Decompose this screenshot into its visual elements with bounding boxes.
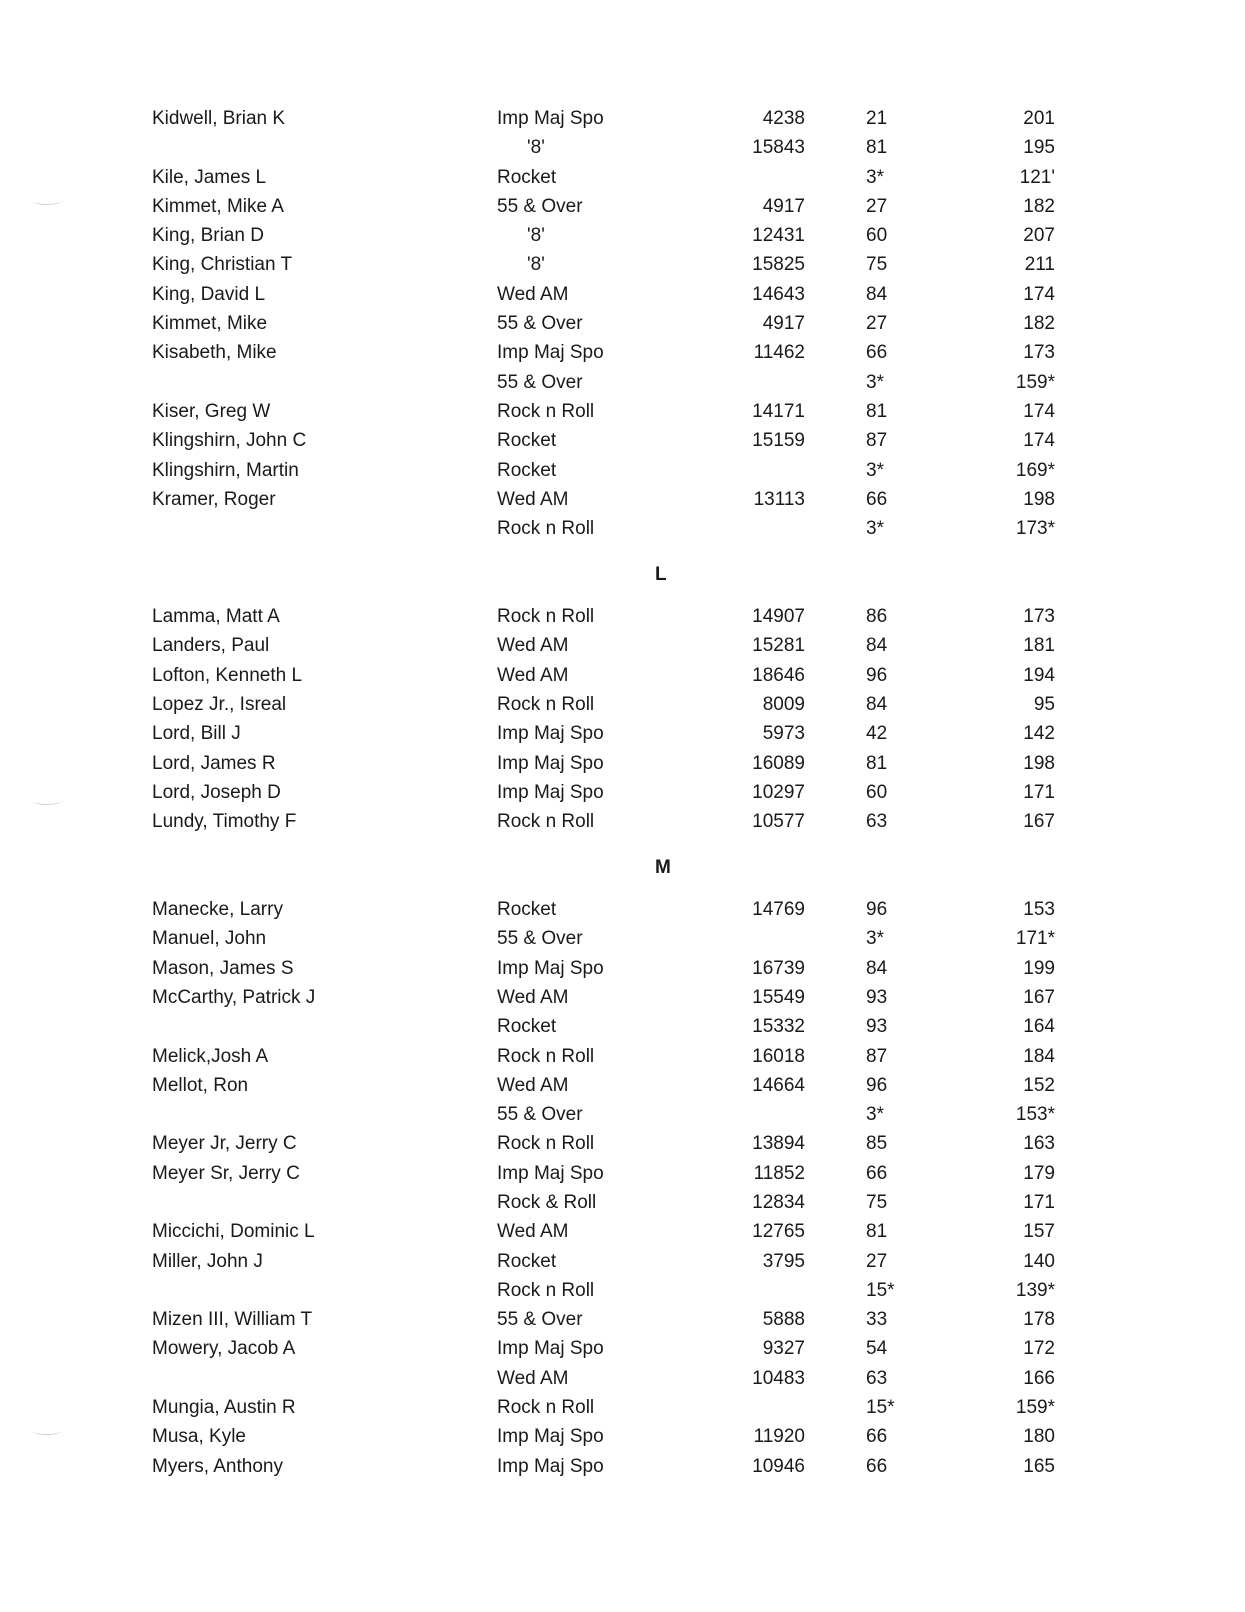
average-score: 167: [1023, 986, 1055, 1008]
bowler-name: McCarthy, Patrick J: [152, 986, 316, 1008]
league-name: Wed AM: [497, 635, 569, 657]
table-row: [0, 250, 1245, 279]
games-count: 75: [866, 254, 888, 276]
bowler-number: 16089: [752, 752, 805, 774]
league-name: '8': [527, 254, 545, 276]
table-row: [0, 895, 1245, 924]
bowler-name: Kidwell, Brian K: [152, 108, 286, 129]
bowler-name: Lofton, Kenneth L: [152, 664, 303, 686]
bowler-name: Melick,Josh A: [152, 1045, 269, 1067]
average-score: 142: [1023, 723, 1055, 745]
average-score: 179: [1023, 1162, 1055, 1184]
games-count: 63: [866, 811, 888, 833]
league-name: '8': [527, 137, 545, 159]
games-count: 27: [866, 1250, 888, 1272]
league-name: Wed AM: [497, 488, 569, 510]
games-count: 66: [866, 1162, 888, 1184]
games-count: 96: [866, 664, 888, 686]
games-count: 27: [866, 313, 888, 335]
bowler-number: 15843: [752, 137, 805, 159]
average-score: 174: [1023, 430, 1055, 452]
bowler-name: Lord, Joseph D: [152, 781, 281, 803]
bowler-name: Lundy, Timothy F: [152, 811, 297, 833]
bowler-number: 4917: [762, 313, 805, 335]
average-score: 164: [1023, 1016, 1055, 1038]
bowler-name: Meyer Jr, Jerry C: [152, 1133, 297, 1155]
bowler-name: Mason, James S: [152, 957, 294, 979]
bowler-name: Mowery, Jacob A: [152, 1338, 296, 1360]
table-row: [0, 1364, 1245, 1393]
average-score: 169*: [1015, 459, 1055, 481]
bowler-name: Kimmet, Mike: [152, 313, 268, 335]
league-name: Rock n Roll: [497, 518, 595, 540]
league-name: Rock n Roll: [497, 693, 595, 715]
table-row: [0, 690, 1245, 719]
bowler-number: 10946: [752, 1455, 805, 1477]
section-letter-heading: [0, 836, 1245, 895]
league-name: Imp Maj Spo: [497, 1426, 604, 1448]
bowler-name: Landers, Paul: [152, 635, 270, 657]
bowler-name: Miller, John J: [152, 1250, 263, 1272]
average-score: 165: [1023, 1455, 1055, 1477]
bowler-number: 11852: [753, 1162, 805, 1184]
bowler-name: Kramer, Roger: [152, 488, 276, 510]
league-name: Rock n Roll: [497, 606, 595, 628]
bowler-number: 16018: [752, 1045, 805, 1067]
games-count: 96: [866, 1074, 888, 1096]
league-name: Imp Maj Spo: [497, 342, 604, 364]
bowler-number: 13113: [753, 488, 805, 510]
table-row: [0, 1305, 1245, 1334]
table-row: [0, 954, 1245, 983]
section-letter-heading: [0, 543, 1245, 602]
average-score: 166: [1023, 1367, 1055, 1389]
games-count: 3*: [866, 459, 884, 481]
league-name: Rocket: [497, 166, 557, 188]
bowler-name: Myers, Anthony: [152, 1455, 283, 1477]
table-row: [0, 397, 1245, 426]
league-name: Rock n Roll: [497, 1279, 595, 1301]
bowler-name: Manuel, John: [152, 928, 267, 950]
bowler-number: 16739: [752, 957, 805, 979]
league-name: Rock n Roll: [497, 1045, 595, 1067]
league-name: Wed AM: [497, 1074, 569, 1096]
table-row: [0, 1217, 1245, 1246]
bowler-number: 12765: [752, 1221, 805, 1243]
games-count: 54: [866, 1338, 888, 1360]
table-row: [0, 163, 1245, 192]
table-row: [0, 749, 1245, 778]
table-row: [0, 338, 1245, 367]
table-row: [0, 807, 1245, 836]
games-count: 81: [866, 752, 888, 774]
table-row: [0, 661, 1245, 690]
bowler-number: 5888: [762, 1309, 805, 1331]
table-row: [0, 514, 1245, 543]
league-name: Wed AM: [497, 283, 569, 305]
league-name: Imp Maj Spo: [497, 108, 604, 129]
league-name: Rock n Roll: [497, 1397, 595, 1419]
league-name: 55 & Over: [497, 1309, 583, 1331]
league-name: 55 & Over: [497, 313, 583, 335]
average-score: 198: [1023, 752, 1055, 774]
table-row: [0, 192, 1245, 221]
average-score: 173: [1023, 342, 1055, 364]
games-count: 84: [866, 957, 888, 979]
games-count: 3*: [866, 371, 884, 393]
average-score: 195: [1023, 137, 1055, 159]
bowler-number: 3795: [762, 1250, 805, 1272]
bowler-number: 8009: [762, 693, 805, 715]
games-count: 42: [866, 723, 888, 745]
table-row: [0, 1452, 1245, 1481]
league-name: Rock n Roll: [497, 400, 595, 422]
bowler-number: 15549: [752, 986, 805, 1008]
bowler-number: 14769: [752, 899, 805, 921]
bowler-name: Klingshirn, John C: [152, 430, 307, 452]
bowler-name: King, Brian D: [152, 225, 264, 247]
bowler-name: Kimmet, Mike A: [152, 195, 284, 217]
bowler-name: Lord, Bill J: [152, 723, 241, 745]
table-row: [0, 1334, 1245, 1363]
games-count: 87: [866, 430, 888, 452]
average-score: 182: [1023, 313, 1055, 335]
bowler-name: Lord, James R: [152, 752, 276, 774]
average-score: 152: [1023, 1074, 1055, 1096]
bowler-name: King, Christian T: [152, 254, 293, 276]
table-row: [0, 368, 1245, 397]
table-row: [0, 1129, 1245, 1158]
games-count: 60: [866, 781, 888, 803]
games-count: 60: [866, 225, 888, 247]
bowler-name: Manecke, Larry: [152, 899, 283, 921]
league-name: 55 & Over: [497, 1104, 583, 1126]
games-count: 63: [866, 1367, 888, 1389]
bowler-number: 18646: [752, 664, 805, 686]
games-count: 27: [866, 195, 888, 217]
bowler-name: Kiser, Greg W: [152, 400, 271, 422]
games-count: 75: [866, 1191, 888, 1213]
league-name: Wed AM: [497, 986, 569, 1008]
table-row: [0, 1100, 1245, 1129]
average-score: 171: [1023, 1191, 1055, 1213]
bowler-number: 5973: [762, 723, 805, 745]
games-count: 66: [866, 342, 888, 364]
average-score: 207: [1023, 225, 1055, 247]
bowler-name: King, David L: [152, 283, 266, 305]
table-row: [0, 221, 1245, 250]
table-row: [0, 1276, 1245, 1305]
games-count: 66: [866, 1455, 888, 1477]
games-count: 81: [866, 1221, 888, 1243]
league-name: Rocket: [497, 1016, 557, 1038]
table-row: [0, 280, 1245, 309]
average-score: 180: [1023, 1426, 1055, 1448]
bowler-number: 15332: [752, 1016, 805, 1038]
average-score: 139*: [1015, 1279, 1055, 1301]
table-row: [0, 631, 1245, 660]
table-row: [0, 778, 1245, 807]
bowler-number: 4238: [762, 108, 805, 129]
league-name: Wed AM: [497, 664, 569, 686]
bowler-number: 10297: [752, 781, 805, 803]
bowler-number: 14643: [752, 283, 805, 305]
bowler-name: Meyer Sr, Jerry C: [152, 1162, 300, 1184]
bowler-name: Mellot, Ron: [152, 1074, 249, 1096]
league-name: Wed AM: [497, 1367, 569, 1389]
table-row: [0, 133, 1245, 162]
games-count: 66: [866, 1426, 888, 1448]
table-row: [0, 1422, 1245, 1451]
bowler-name: Lamma, Matt A: [152, 606, 280, 628]
average-score: 211: [1024, 254, 1055, 276]
average-score: 198: [1023, 488, 1055, 510]
games-count: 85: [866, 1133, 888, 1155]
league-name: Wed AM: [497, 1221, 569, 1243]
bowler-number: 14664: [752, 1074, 805, 1096]
league-name: Imp Maj Spo: [497, 1338, 604, 1360]
league-name: Imp Maj Spo: [497, 1455, 604, 1477]
average-score: 173*: [1015, 518, 1055, 540]
games-count: 84: [866, 635, 888, 657]
table-row: [0, 309, 1245, 338]
bowler-number: 15825: [752, 254, 805, 276]
games-count: 96: [866, 899, 888, 921]
table-row: [0, 719, 1245, 748]
bowler-number: 13894: [752, 1133, 805, 1155]
average-score: 178: [1023, 1309, 1055, 1331]
games-count: 3*: [866, 1104, 884, 1126]
games-count: 93: [866, 986, 888, 1008]
bowler-name: Kisabeth, Mike: [152, 342, 277, 364]
bowler-name: Musa, Kyle: [152, 1426, 246, 1448]
table-row: [0, 104, 1245, 133]
average-score: 174: [1023, 400, 1055, 422]
average-score: 121': [1019, 166, 1055, 188]
games-count: 87: [866, 1045, 888, 1067]
league-name: Imp Maj Spo: [497, 723, 604, 745]
bowler-number: 12431: [752, 225, 805, 247]
average-score: 184: [1023, 1045, 1055, 1067]
games-count: 15*: [866, 1279, 895, 1301]
games-count: 93: [866, 1016, 888, 1038]
games-count: 84: [866, 283, 888, 305]
bowler-number: 9327: [762, 1338, 805, 1360]
average-score: 171: [1023, 781, 1055, 803]
league-name: 55 & Over: [497, 371, 583, 393]
average-score: 140: [1023, 1250, 1055, 1272]
games-count: 15*: [866, 1397, 895, 1419]
average-score: 95: [1033, 693, 1055, 715]
league-name: Rock n Roll: [497, 1133, 595, 1155]
average-score: 159*: [1015, 371, 1055, 393]
league-name: Rocket: [497, 430, 557, 452]
section-letter: L: [655, 564, 667, 586]
table-row: [0, 924, 1245, 953]
average-score: 174: [1023, 283, 1055, 305]
table-row: [0, 602, 1245, 631]
games-count: 81: [866, 400, 888, 422]
table-row: [0, 1012, 1245, 1041]
table-row: [0, 983, 1245, 1012]
bowler-number: 14171: [752, 400, 805, 422]
table-row: [0, 1393, 1245, 1422]
table-row: [0, 456, 1245, 485]
average-score: 201: [1023, 108, 1055, 129]
average-score: 181: [1023, 635, 1055, 657]
games-count: 3*: [866, 518, 884, 540]
table-row: [0, 426, 1245, 455]
bowler-roster: [0, 104, 1245, 1481]
table-row: [0, 1188, 1245, 1217]
games-count: 3*: [866, 928, 884, 950]
average-score: 194: [1023, 664, 1055, 686]
average-score: 163: [1023, 1133, 1055, 1155]
league-name: Imp Maj Spo: [497, 957, 604, 979]
bowler-number: 11920: [753, 1426, 805, 1448]
league-name: Imp Maj Spo: [497, 1162, 604, 1184]
bowler-number: 15159: [752, 430, 805, 452]
bowler-number: 10483: [752, 1367, 805, 1389]
table-row: [0, 1247, 1245, 1276]
games-count: 33: [866, 1309, 888, 1331]
league-name: '8': [527, 225, 545, 247]
league-name: Imp Maj Spo: [497, 781, 604, 803]
average-score: 157: [1023, 1221, 1055, 1243]
bowler-name: Miccichi, Dominic L: [152, 1221, 315, 1243]
league-name: Rock & Roll: [497, 1191, 597, 1213]
bowler-number: 15281: [752, 635, 805, 657]
average-score: 199: [1023, 957, 1055, 979]
games-count: 81: [866, 137, 888, 159]
table-row: [0, 1071, 1245, 1100]
bowler-number: 12834: [752, 1191, 805, 1213]
average-score: 171*: [1015, 928, 1055, 950]
games-count: 21: [866, 108, 888, 129]
bowler-name: Mungia, Austin R: [152, 1397, 296, 1419]
games-count: 84: [866, 693, 888, 715]
games-count: 66: [866, 488, 888, 510]
league-name: Rocket: [497, 459, 557, 481]
average-score: 172: [1023, 1338, 1055, 1360]
average-score: 153*: [1015, 1104, 1055, 1126]
average-score: 153: [1023, 899, 1055, 921]
table-row: [0, 1042, 1245, 1071]
league-name: 55 & Over: [497, 195, 583, 217]
average-score: 167: [1023, 811, 1055, 833]
games-count: 86: [866, 606, 888, 628]
league-name: Rock n Roll: [497, 811, 595, 833]
section-letter: M: [655, 857, 671, 879]
bowler-name: Klingshirn, Martin: [152, 459, 299, 481]
league-name: Imp Maj Spo: [497, 752, 604, 774]
table-row: [0, 1159, 1245, 1188]
bowler-number: 14907: [752, 606, 805, 628]
bowler-number: 4917: [762, 195, 805, 217]
table-row: [0, 485, 1245, 514]
games-count: 3*: [866, 166, 884, 188]
bowler-name: Lopez Jr., Isreal: [152, 693, 287, 715]
league-name: Rocket: [497, 899, 557, 921]
bowler-number: 10577: [752, 811, 805, 833]
bowler-number: 11462: [753, 342, 805, 364]
league-name: 55 & Over: [497, 928, 583, 950]
average-score: 159*: [1015, 1397, 1055, 1419]
bowler-name: Mizen III, William T: [152, 1309, 313, 1331]
league-name: Rocket: [497, 1250, 557, 1272]
average-score: 182: [1023, 195, 1055, 217]
bowler-name: Kile, James L: [152, 166, 267, 188]
average-score: 173: [1023, 606, 1055, 628]
